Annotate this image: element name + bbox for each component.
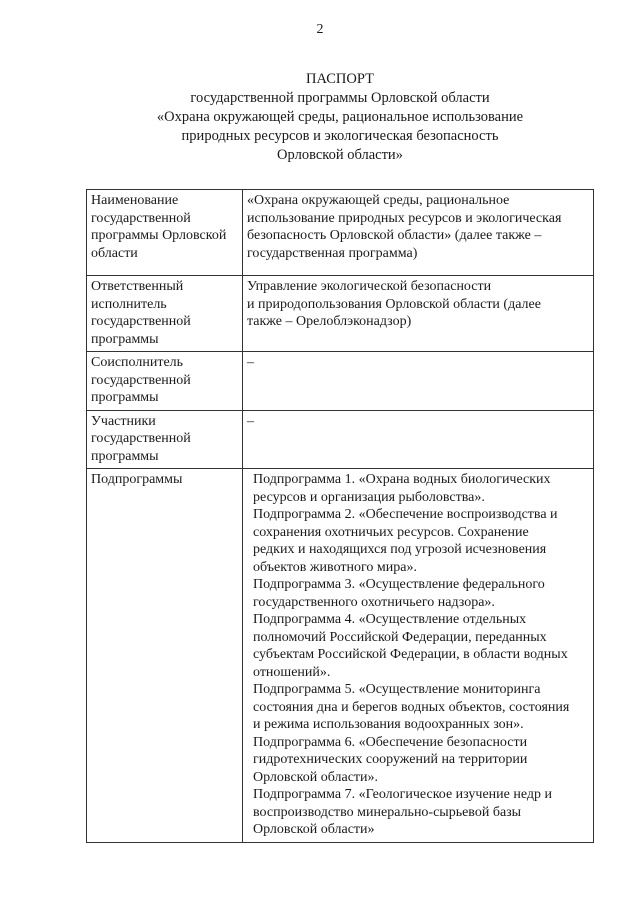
row-label — [87, 352, 243, 411]
label-line: государственной — [91, 314, 191, 329]
list-item: Подпрограмма 2. «Обеспечение воспроизводства и сохранения охотничьих ресурсов. Сохранение редких и находящихся под угрозой исчезновения объектов животного мира». — [253, 507, 558, 575]
list-item: Подпрограмма 3. «Осуществление федерального государственного охотничьего надзора». — [253, 577, 545, 610]
label-line: Участники — [91, 413, 156, 429]
page-number: 2 — [316, 22, 324, 37]
label-line: государственной — [91, 210, 191, 226]
label-line: исполнитель — [91, 296, 167, 312]
subprogram-list — [243, 469, 594, 843]
title-line: «Охрана окружающей среды, рациональное использование — [156, 109, 524, 125]
label-line: государственной — [91, 431, 191, 446]
label-line: области — [91, 245, 138, 261]
label-line: программы Орловской — [91, 228, 227, 243]
table-row — [87, 469, 594, 843]
label-line: Подпрограммы — [91, 472, 183, 487]
row-label — [87, 469, 243, 843]
document-title — [60, 70, 620, 165]
label-line: государственной — [91, 372, 191, 388]
label-line: Ответственный — [91, 279, 184, 294]
table-row — [87, 190, 594, 276]
label-line: программы — [91, 448, 159, 464]
row-label — [87, 190, 243, 276]
title-line: Орловской области» — [277, 147, 403, 163]
row-value — [243, 410, 594, 469]
label-line: Наименование — [91, 193, 179, 208]
value-line: использование природных ресурсов и экологическая — [247, 210, 562, 226]
value-line: – — [247, 413, 254, 429]
value-line: «Охрана окружающей среды, рациональное — [247, 193, 510, 208]
row-label — [87, 410, 243, 469]
title-line: ПАСПОРТ — [306, 71, 374, 87]
list-item: Подпрограмма 6. «Обеспечение безопасности гидротехнических сооружений на территории Орловской области». — [253, 734, 528, 785]
table-row — [87, 352, 594, 411]
title-line: государственной программы Орловской области — [190, 90, 490, 106]
value-line: также – Орелоблэконадзор) — [247, 314, 412, 329]
table-row — [87, 410, 594, 469]
list-item: Подпрограмма 5. «Осуществление мониторинга состояния дна и берегов водных объектов, состояния и режима использования водоохранных зон». — [253, 682, 570, 732]
value-line: Управление экологической безопасности — [247, 279, 492, 294]
list-item: Подпрограмма 7. «Геологическое изучение недр и воспроизводство минерально-сырьевой базы Орловской области» — [253, 787, 553, 837]
list-item: Подпрограмма 1. «Охрана водных биологических ресурсов и организация рыболовства». — [253, 472, 551, 505]
value-line: – — [247, 355, 254, 370]
row-value — [243, 276, 594, 352]
passport-table — [86, 189, 594, 843]
row-value — [243, 352, 594, 411]
list-item: Подпрограмма 4. «Осуществление отдельных полномочий Российской Федерации, переданных субъектам Российской Федерации, в области водных отношений». — [253, 612, 568, 680]
label-line: Соисполнитель — [91, 355, 184, 370]
label-line: программы — [91, 331, 159, 347]
row-value — [243, 190, 594, 276]
row-label — [87, 276, 243, 352]
title-line: природных ресурсов и экологическая безопасность — [181, 128, 499, 144]
table-row — [87, 276, 594, 352]
value-line: безопасность Орловской области» (далее также – — [247, 228, 542, 243]
value-line: и природопользования Орловской области (далее — [247, 296, 541, 312]
value-line: государственная программа) — [247, 245, 418, 261]
label-line: программы — [91, 390, 159, 405]
